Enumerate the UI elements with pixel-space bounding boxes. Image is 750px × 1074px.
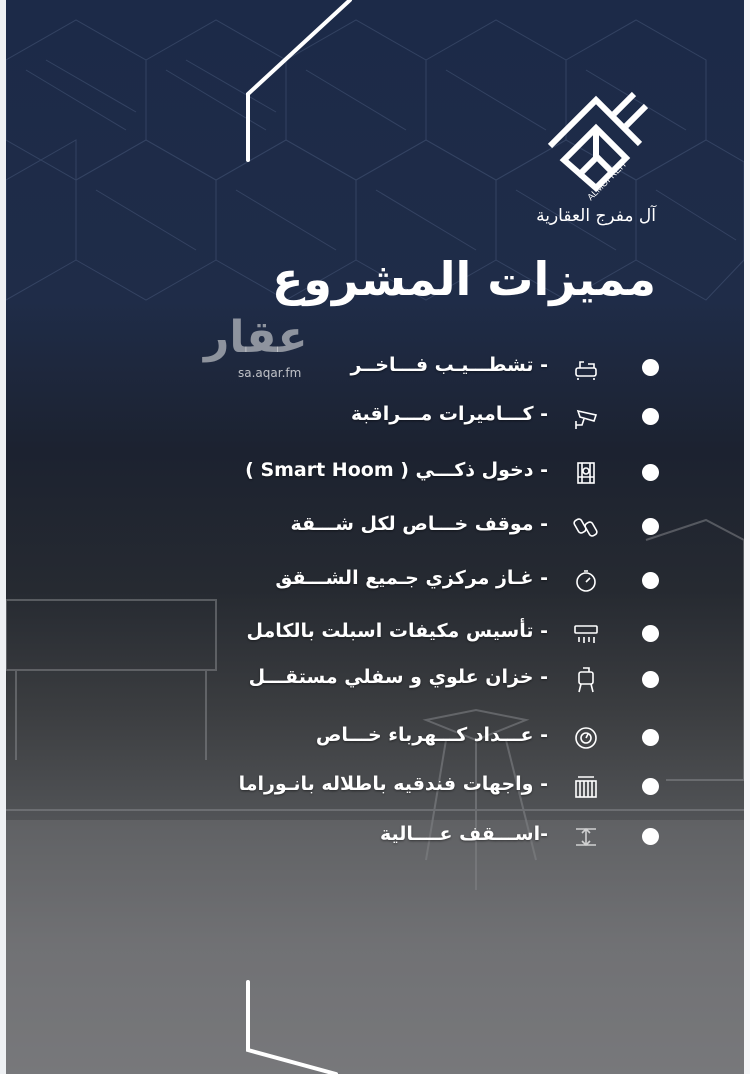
feature-text: - تأسيس مكيفات اسبلت بالكامل [246, 620, 548, 642]
feature-text: -اســـقف عــــالية [380, 823, 548, 845]
feature-text: - واجهات فندقيه باطلاله بانـوراما [238, 773, 548, 795]
bullet-dot [642, 729, 659, 746]
feature-text: - دخول ذكـــي ( Smart Hoom ) [245, 459, 548, 481]
feature-text: - تشطـــيـب فـــاخــر [350, 354, 548, 376]
feature-text: - كـــاميرات مـــراقبة [350, 403, 548, 425]
bullet-dot [642, 518, 659, 535]
high-ceiling-icon [572, 823, 600, 851]
bullet-dot [642, 625, 659, 642]
bullet-dot [642, 359, 659, 376]
bullet-dot [642, 828, 659, 845]
watermark-logo-text: عقار [204, 312, 308, 363]
air-conditioner-icon [572, 620, 600, 648]
list-item [6, 660, 744, 700]
gas-meter-icon [572, 567, 600, 595]
list-item [6, 614, 744, 654]
feature-text: - خزان علوي و سفلي مستقـــل [248, 666, 548, 688]
parking-cars-icon [572, 513, 600, 541]
bullet-dot [642, 408, 659, 425]
bathroom-fixtures-icon [572, 354, 600, 382]
watermark-url: sa.aqar.fm [238, 366, 302, 380]
list-item [6, 348, 744, 388]
bullet-dot [642, 778, 659, 795]
bullet-dot [642, 572, 659, 589]
bullet-dot [642, 464, 659, 481]
brand-name: آل مفرج العقارية [536, 206, 656, 226]
security-camera-icon [572, 403, 600, 431]
list-item [6, 817, 744, 857]
features-list [6, 0, 744, 1074]
list-item [6, 507, 744, 547]
electric-meter-icon [572, 724, 600, 752]
logo-text: ALMOFREH [585, 159, 628, 203]
feature-text: - غـاز مركزي جـميع الشـــقق [275, 567, 548, 589]
list-item [6, 397, 744, 437]
smart-home-icon [572, 459, 600, 487]
list-item [6, 561, 744, 601]
feature-text: - عـــداد كـــهرباء خـــاص [315, 724, 548, 746]
bullet-dot [642, 671, 659, 688]
list-item [6, 718, 744, 758]
page-title: مميزات المشروع [271, 252, 656, 306]
list-item [6, 453, 744, 493]
water-tank-icon [572, 666, 600, 694]
list-item [6, 767, 744, 807]
hotel-facade-icon [572, 773, 600, 801]
page-edge [744, 0, 750, 1074]
poster [6, 0, 744, 1074]
feature-text: - موقف خـــاص لكل شـــقة [290, 513, 548, 535]
